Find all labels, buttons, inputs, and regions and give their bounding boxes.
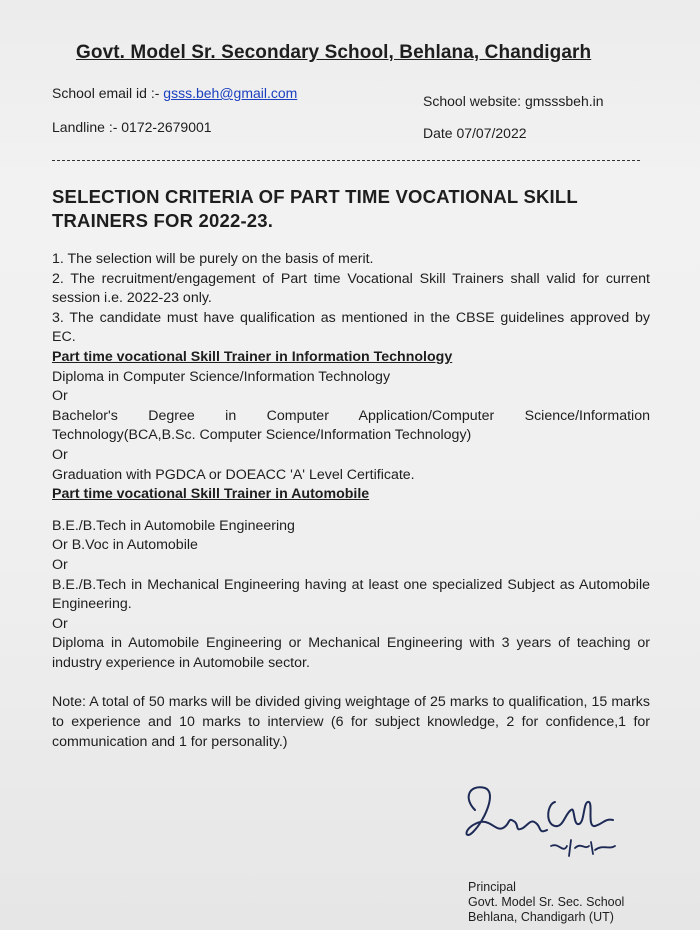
document-heading: SELECTION CRITERIA OF PART TIME VOCATIONAL SKILL TRAINERS FOR 2022-23. bbox=[52, 186, 578, 231]
document-date: Date 07/07/2022 bbox=[423, 125, 527, 141]
or-separator: Or bbox=[52, 556, 68, 573]
auto-qualification-line: Diploma in Automobile Engineering or Mechanical Engineering with 3 years of teaching or industry experience in Automobile sector. bbox=[52, 635, 650, 671]
principal-title: Principal bbox=[468, 880, 516, 894]
or-separator: Or bbox=[52, 446, 68, 463]
principal-school: Govt. Model Sr. Sec. School bbox=[468, 895, 625, 909]
principal-location: Behlana, Chandigarh (UT) bbox=[468, 910, 614, 924]
auto-qualification-line: B.E./B.Tech in Automobile Engineering bbox=[52, 517, 295, 534]
criteria-point: 2. The recruitment/engagement of Part time Vocational Skill Trainers shall valid for current session i.e. 2022-23 only. bbox=[52, 270, 650, 307]
auto-section-title: Part time vocational Skill Trainer in Automobile bbox=[52, 486, 370, 503]
criteria-point: 3. The candidate must have qualification as mentioned in the CBSE guidelines approved by EC. bbox=[52, 309, 650, 346]
email-label: School email id :- bbox=[52, 85, 164, 101]
school-website: School website: gmsssbeh.in bbox=[423, 93, 604, 109]
document-body bbox=[52, 250, 650, 752]
principal-signature bbox=[455, 780, 635, 870]
header-divider bbox=[52, 160, 640, 161]
school-email-line bbox=[52, 85, 297, 101]
auto-qualification-line: B.E./B.Tech in Mechanical Engineering having at least one specialized Subject as Automobile Engineering. bbox=[52, 576, 650, 613]
landline: Landline :- 0172-2679001 bbox=[52, 119, 212, 135]
it-qualification-line: Bachelor's Degree in Computer Application/Computer Science/Information Technology(BCA,B.Sc. Computer Science/Information Technology) bbox=[52, 407, 650, 444]
principal-block bbox=[468, 880, 624, 925]
email-link[interactable]: gsss.beh@gmail.com bbox=[163, 85, 298, 101]
or-separator: Or bbox=[52, 615, 68, 632]
school-name-title: Govt. Model Sr. Secondary School, Behlana, Chandigarh bbox=[76, 42, 592, 63]
marks-note: Note: A total of 50 marks will be divided giving weightage of 25 marks to qualification, 15 marks to experience and 10 marks to interview (6 for subject knowledge, 2 for confidence,1 for communication and 1 for personality.) bbox=[52, 694, 650, 750]
or-separator: Or bbox=[52, 388, 68, 405]
it-section-title: Part time vocational Skill Trainer in Information Technology bbox=[52, 348, 453, 365]
it-qualification-line: Diploma in Computer Science/Information Technology bbox=[52, 368, 391, 385]
it-qualification-line: Graduation with PGDCA or DOEACC 'A' Level Certificate. bbox=[52, 466, 415, 483]
auto-qualification-line: Or B.Voc in Automobile bbox=[52, 537, 198, 554]
spacer bbox=[52, 505, 650, 517]
criteria-point: 1. The selection will be purely on the basis of merit. bbox=[52, 251, 374, 267]
